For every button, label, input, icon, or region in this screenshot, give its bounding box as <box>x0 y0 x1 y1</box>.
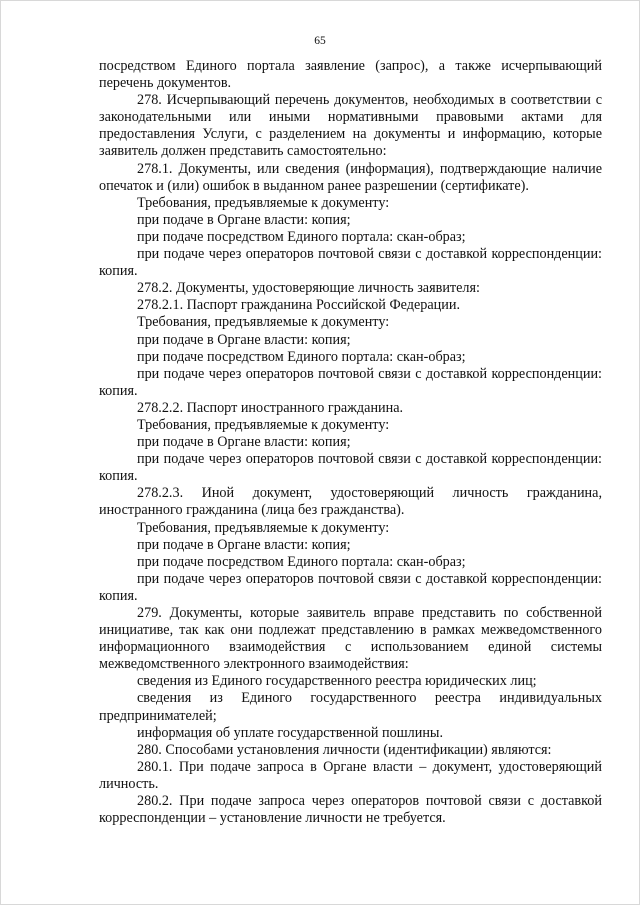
paragraph: при подаче через операторов почтовой связи с доставкой корреспонденции: копия. <box>99 246 602 280</box>
paragraph: сведения из Единого государственного реестра индивидуальных предпринимателей; <box>99 690 602 724</box>
paragraph: при подаче в Органе власти: копия; <box>137 434 351 451</box>
paragraph: Требования, предъявляемые к документу: <box>137 314 390 331</box>
paragraph: при подаче через операторов почтовой связи с доставкой корреспонденции: копия. <box>99 365 602 399</box>
paragraph: при подаче в Органе власти: копия; <box>137 211 351 228</box>
paragraph: 280.1. При подаче запроса в Органе власти – документ, удостоверяющий личность. <box>99 758 602 792</box>
paragraph: посредством Единого портала заявление (запрос), а также исчерпывающий перечень документов. <box>99 58 602 92</box>
paragraph: Требования, предъявляемые к документу: <box>137 519 390 536</box>
paragraph: при подаче через операторов почтовой связи с доставкой корреспонденции: копия. <box>99 570 602 604</box>
paragraph: при подаче посредством Единого портала: скан-образ; <box>137 348 466 365</box>
paragraph: 278. Исчерпывающий перечень документов, необходимых в соответствии с законодательными или иными нормативными правовыми актами для предоставления Услуги, с разделением на документы и информацию, которые заявитель должен представить самостоятельно: <box>99 92 602 160</box>
paragraph: 280. Способами установления личности (идентификации) являются: <box>137 741 552 758</box>
paragraph: при подаче посредством Единого портала: скан-образ; <box>137 553 466 570</box>
paragraph: при подаче через операторов почтовой связи с доставкой корреспонденции: копия. <box>99 451 602 485</box>
paragraph: информация об уплате государственной пошлины. <box>137 724 443 741</box>
paragraph: 278.2.2. Паспорт иностранного гражданина. <box>137 399 404 416</box>
paragraph: 278.2.1. Паспорт гражданина Российской Федерации. <box>137 297 461 314</box>
document-body <box>99 58 602 827</box>
paragraph: 280.2. При подаче запроса через операторов почтовой связи с доставкой корреспонденции – установление личности не требуется. <box>99 793 602 827</box>
paragraph: 278.2. Документы, удостоверяющие личность заявителя: <box>137 280 480 297</box>
paragraph: 278.2.3. Иной документ, удостоверяющий личность гражданина, иностранного гражданина (лица без гражданства). <box>99 485 602 519</box>
paragraph: Требования, предъявляемые к документу: <box>137 416 390 433</box>
paragraph: при подаче в Органе власти: копия; <box>137 536 351 553</box>
paragraph: при подаче посредством Единого портала: скан-образ; <box>137 228 466 245</box>
paragraph: 279. Документы, которые заявитель вправе представить по собственной инициативе, так как они подлежат представлению в рамках межведомственного информационного взаимодействия с использованием единой системы межведомственного электронного взаимодействия: <box>99 605 602 673</box>
paragraph: 278.1. Документы, или сведения (информация), подтверждающие наличие опечаток и (или) ошибок в выданном ранее разрешении (сертификате). <box>99 160 602 194</box>
paragraph: Требования, предъявляемые к документу: <box>137 194 390 211</box>
paragraph: сведения из Единого государственного реестра юридических лиц; <box>137 673 537 690</box>
page-number: 65 <box>314 35 326 47</box>
paragraph: при подаче в Органе власти: копия; <box>137 331 351 348</box>
